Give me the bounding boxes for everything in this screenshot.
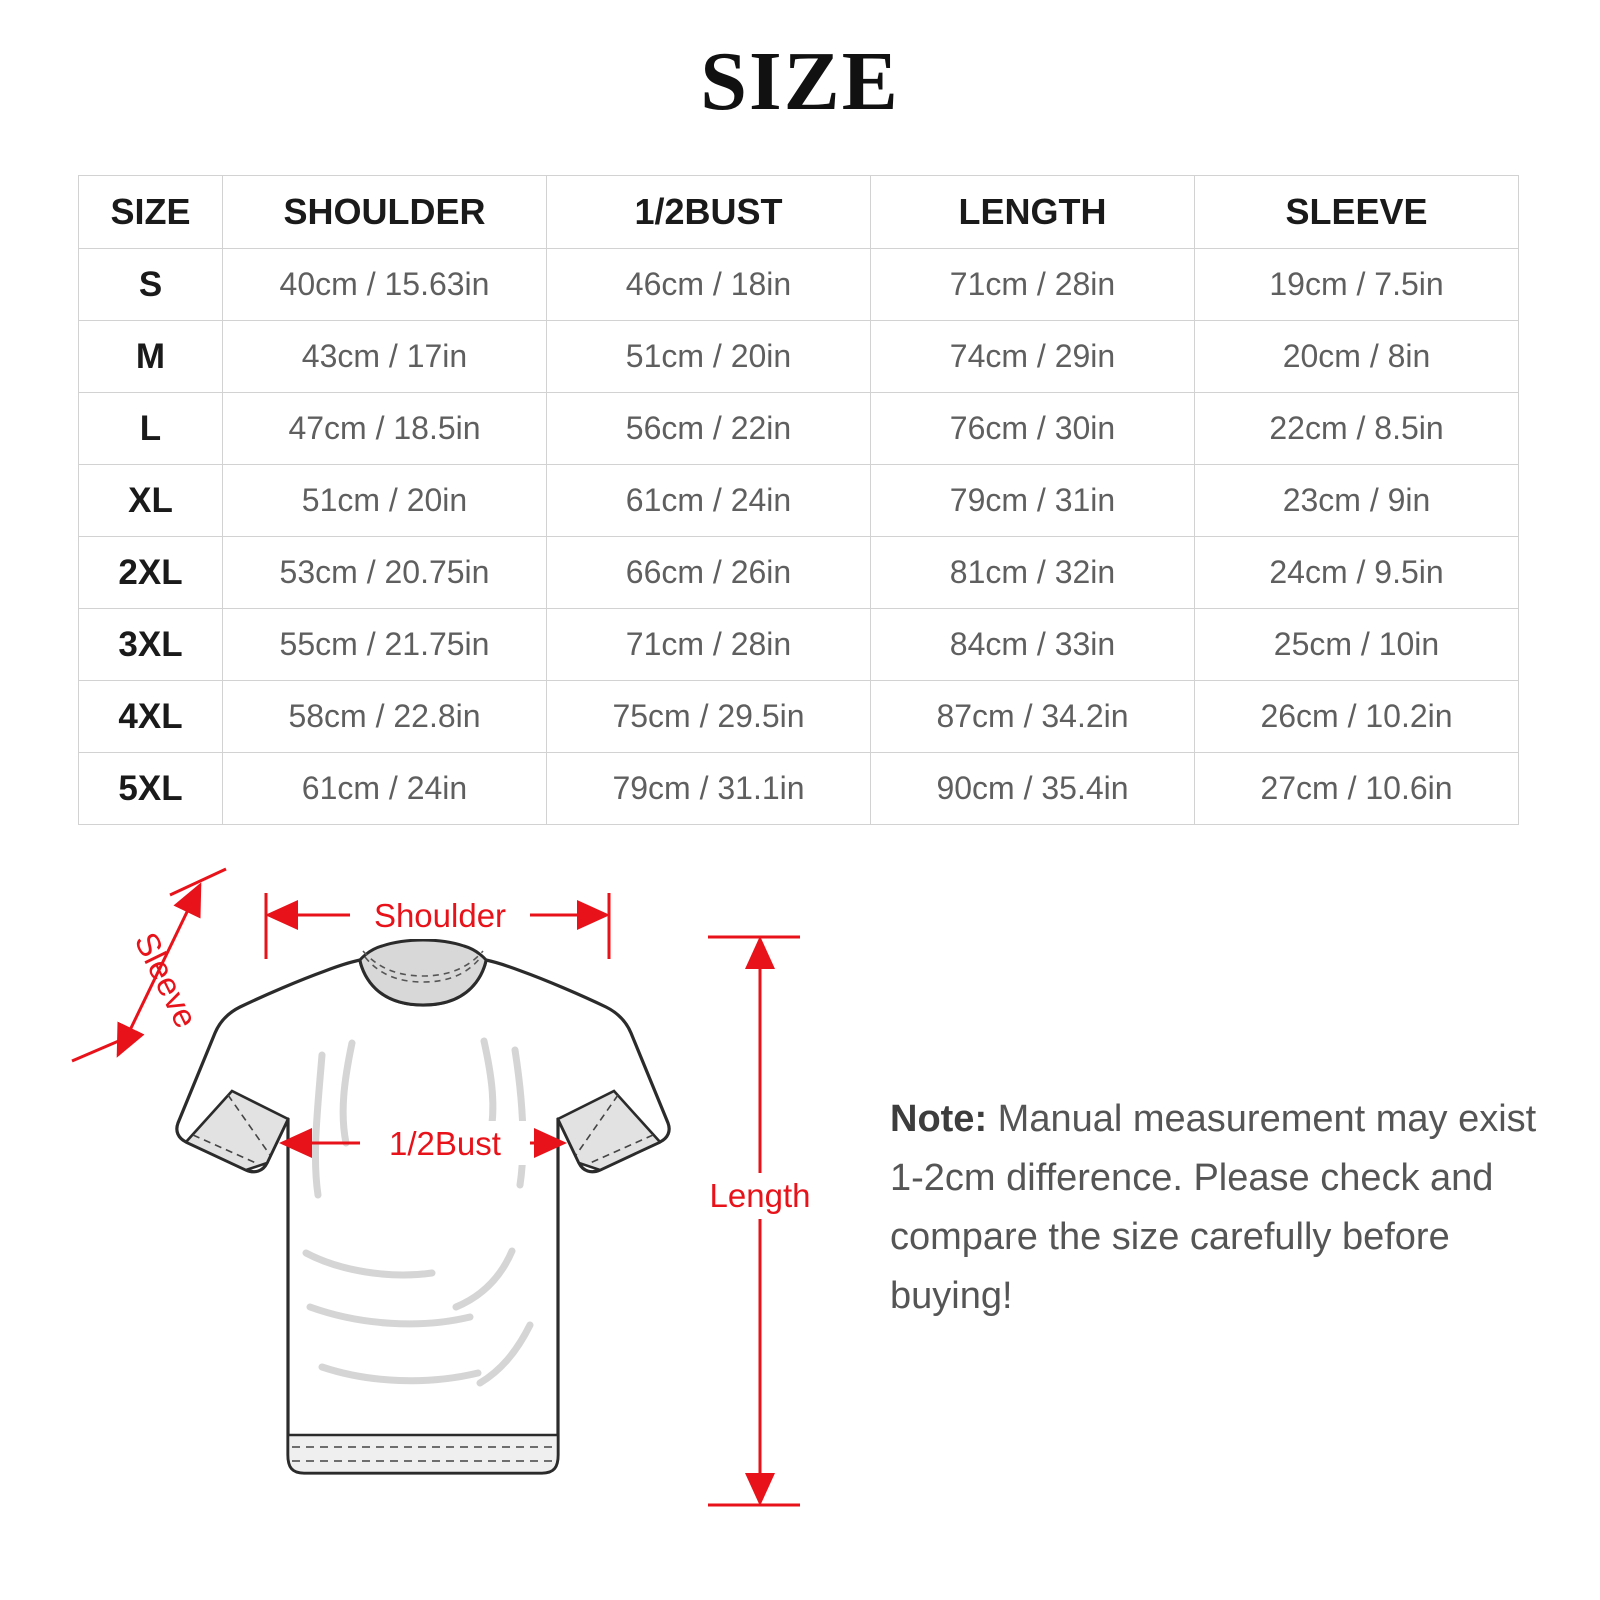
sleeve-measure <box>72 869 226 1061</box>
column-header-bust: 1/2BUST <box>547 176 871 249</box>
column-header-shoulder: SHOULDER <box>223 176 547 249</box>
length-measure <box>700 937 820 1505</box>
cell-size: M <box>79 321 223 393</box>
cell-bust: 79cm / 31.1in <box>547 753 871 825</box>
cell-bust: 61cm / 24in <box>547 465 871 537</box>
cell-length: 84cm / 33in <box>871 609 1195 681</box>
table-row <box>79 393 1519 465</box>
table-row <box>79 465 1519 537</box>
cell-length: 81cm / 32in <box>871 537 1195 609</box>
cell-length: 71cm / 28in <box>871 249 1195 321</box>
cell-bust: 51cm / 20in <box>547 321 871 393</box>
cell-shoulder: 43cm / 17in <box>223 321 547 393</box>
measurement-diagram <box>60 855 860 1555</box>
note-text: Manual measurement may exist 1-2cm difference. Please check and compare the size carefully before buying! <box>890 1098 1537 1317</box>
measurement-note <box>890 1090 1550 1326</box>
cell-size: 5XL <box>79 753 223 825</box>
table-header-row <box>79 176 1519 249</box>
half-bust-label: 1/2Bust <box>389 1125 501 1162</box>
cell-bust: 71cm / 28in <box>547 609 871 681</box>
table-row <box>79 753 1519 825</box>
cell-sleeve: 25cm / 10in <box>1195 609 1519 681</box>
cell-shoulder: 61cm / 24in <box>223 753 547 825</box>
size-chart-table <box>78 175 1519 825</box>
cell-shoulder: 53cm / 20.75in <box>223 537 547 609</box>
cell-sleeve: 20cm / 8in <box>1195 321 1519 393</box>
length-label: Length <box>709 1177 811 1214</box>
cell-shoulder: 47cm / 18.5in <box>223 393 547 465</box>
cell-size: 2XL <box>79 537 223 609</box>
cell-length: 87cm / 34.2in <box>871 681 1195 753</box>
cell-sleeve: 24cm / 9.5in <box>1195 537 1519 609</box>
cell-size: 3XL <box>79 609 223 681</box>
cell-length: 74cm / 29in <box>871 321 1195 393</box>
cell-sleeve: 27cm / 10.6in <box>1195 753 1519 825</box>
cell-sleeve: 23cm / 9in <box>1195 465 1519 537</box>
cell-bust: 46cm / 18in <box>547 249 871 321</box>
cell-length: 90cm / 35.4in <box>871 753 1195 825</box>
cell-shoulder: 58cm / 22.8in <box>223 681 547 753</box>
tshirt-illustration <box>177 940 669 1473</box>
note-label: Note: <box>890 1098 988 1140</box>
cell-bust: 56cm / 22in <box>547 393 871 465</box>
page-title: SIZE <box>700 35 900 128</box>
cell-size: XL <box>79 465 223 537</box>
cell-size: S <box>79 249 223 321</box>
cell-sleeve: 26cm / 10.2in <box>1195 681 1519 753</box>
shoulder-label: Shoulder <box>373 897 507 934</box>
cell-bust: 66cm / 26in <box>547 537 871 609</box>
column-header-sleeve: SLEEVE <box>1195 176 1519 249</box>
table-row <box>79 681 1519 753</box>
cell-shoulder: 40cm / 15.63in <box>223 249 547 321</box>
cell-length: 76cm / 30in <box>871 393 1195 465</box>
cell-size: 4XL <box>79 681 223 753</box>
cell-bust: 75cm / 29.5in <box>547 681 871 753</box>
column-header-length: LENGTH <box>871 176 1195 249</box>
cell-sleeve: 19cm / 7.5in <box>1195 249 1519 321</box>
table-row <box>79 249 1519 321</box>
cell-length: 79cm / 31in <box>871 465 1195 537</box>
table-row <box>79 609 1519 681</box>
cell-shoulder: 55cm / 21.75in <box>223 609 547 681</box>
sleeve-label: Sleeve <box>127 926 206 1034</box>
table-row <box>79 537 1519 609</box>
cell-size: L <box>79 393 223 465</box>
cell-sleeve: 22cm / 8.5in <box>1195 393 1519 465</box>
table-row <box>79 321 1519 393</box>
column-header-size: SIZE <box>79 176 223 249</box>
cell-shoulder: 51cm / 20in <box>223 465 547 537</box>
